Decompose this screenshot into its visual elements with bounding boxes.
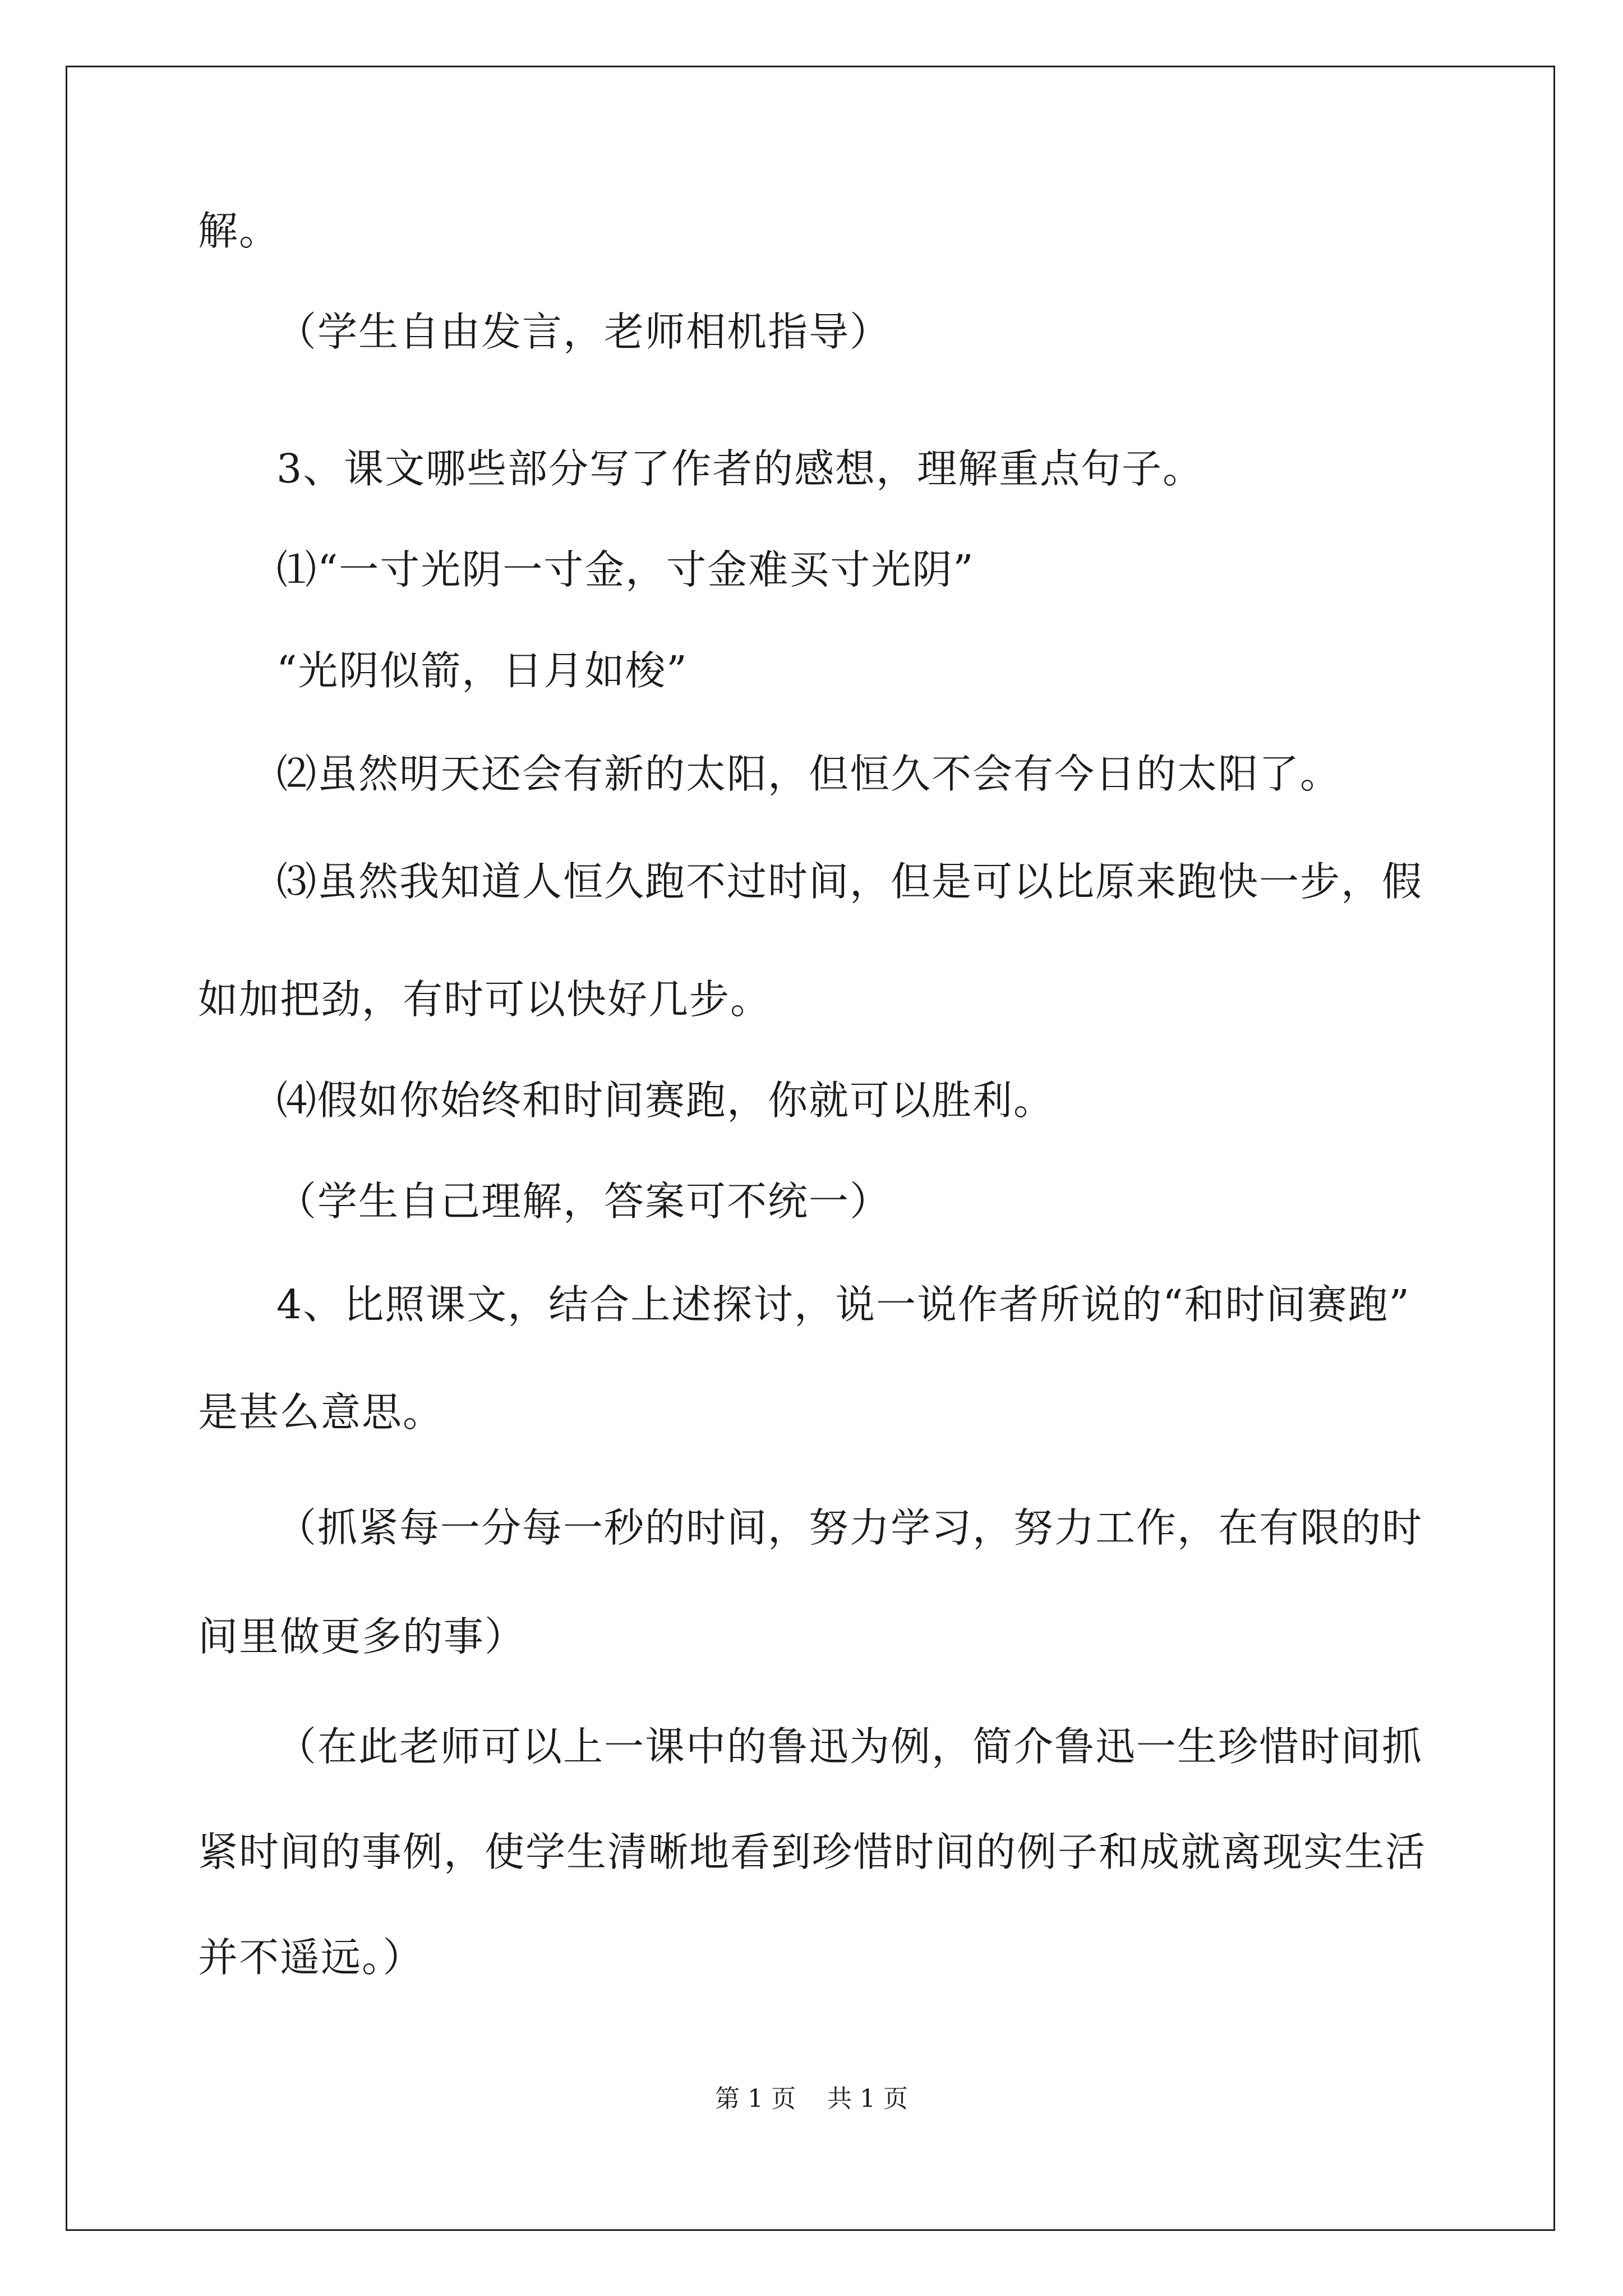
text-line: 是甚么意思。 [198,1389,444,1435]
text-line: （在此老师可以上一课中的鲁迅为例，简介鲁迅一生珍惜时间抓 [276,1723,1423,1770]
text-line: 并不遥远。） [198,1934,424,1981]
text-line: 4、比照课文，结合上述探讨，说一说作者所说的“和时间赛跑” [276,1281,1410,1328]
text-line: ⑵虽然明天还会有新的太阳，但恒久不会有今日的太阳了。 [276,751,1341,797]
text-line: ⑷假如你始终和时间赛跑，你就可以胜利。 [276,1077,1055,1124]
text-line: ⑶虽然我知道人恒久跑不过时间，但是可以比原来跑快一步，假 [276,858,1423,905]
text-line: （学生自由发言，老师相机指导） [276,309,891,355]
text-line: （学生自己理解，答案可不统一） [276,1178,891,1225]
text-line: （抓紧每一分每一秒的时间，努力学习，努力工作，在有限的时 [276,1504,1423,1551]
text-line: 解。 [198,208,280,254]
text-line: 间里做更多的事） [198,1613,526,1660]
page-number-footer: 第 1 页 共 1 页 [715,2085,908,2113]
text-line: 如加把劲，有时可以快好几步。 [198,976,772,1023]
text-line: 紧时间的事例，使学生清晰地看到珍惜时间的例子和成就离现实生活 [198,1829,1427,1875]
text-line: ⑴“一寸光阴一寸金，寸金难买寸光阴” [276,546,975,593]
text-line: “光阴似箭，日月如梭” [276,647,688,694]
text-line: 3、课文哪些部分写了作者的感想，理解重点句子。 [276,445,1204,492]
page-border [66,66,1555,2231]
